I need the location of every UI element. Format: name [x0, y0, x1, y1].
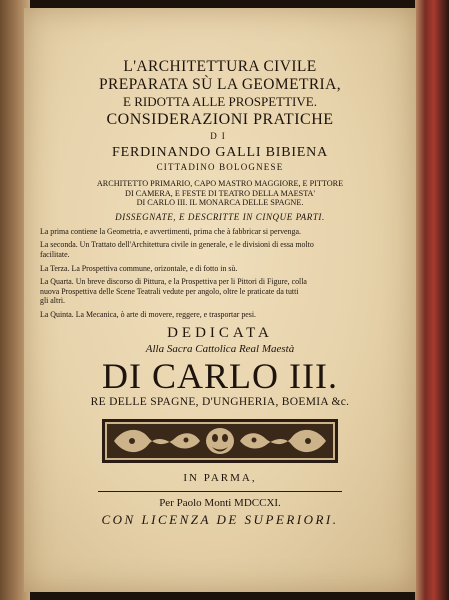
part-4-line-2: nuova Prospettiva delle Scene Teatrali vedute per angolo, oltre le praticate da tutti: [40, 286, 299, 296]
king-name: DI CARLO III.: [102, 355, 338, 396]
title-line-3: E RIDOTTA ALLE PROSPETTIVE.: [123, 94, 317, 109]
part-3: La Terza. La Prospettiva commune, orizontale, e di fotto in sù.: [40, 263, 238, 273]
title-page-text: [38, 58, 402, 528]
part-2-line-1: La seconda. Un Trattato dell'Architettura civile in generale, e le divisioni di essa molto: [40, 240, 314, 250]
dedication-heading: DEDICATA: [167, 324, 273, 341]
imprint-license: CON LICENZA DE SUPERIORI.: [101, 511, 339, 527]
part-2: [38, 240, 402, 259]
imprint-place: IN PARMA,: [183, 471, 257, 484]
title-page: [24, 8, 416, 592]
imprint-rule: [98, 491, 342, 492]
part-1: La prima contiene la Geometria, e avvertimenti, prima che à fabbricar si pervenga.: [40, 226, 301, 236]
part-4-line-1: La Quarta. Un breve discorso di Pittura, e la Prospettiva per li Pittori di Figure, colla: [40, 277, 307, 287]
book-edge-right: [415, 0, 449, 600]
author-titles: [38, 179, 402, 208]
author-origin: CITTADINO BOLOGNESE: [156, 162, 284, 172]
part-4: [38, 277, 402, 306]
title-line-4: CONSIDERAZIONI PRATICHE: [106, 111, 334, 128]
author-titles-line-3: DI CARLO III. IL MONARCA DELLE SPAGNE.: [136, 198, 304, 208]
part-4-line-3: gli altri.: [40, 296, 65, 306]
author-titles-line-2: DI CAMERA, E FESTE DI TEATRO DELLA MAESTA': [125, 188, 315, 198]
by-word: DI: [210, 131, 230, 141]
author-name: FERDINANDO GALLI BIBIENA: [112, 145, 328, 160]
parts-list: [38, 227, 402, 320]
king-titles: RE DELLE SPAGNE, D'UNGHERIA, BOEMIA &c.: [90, 395, 350, 408]
woodcut-headpiece-icon: [102, 419, 338, 463]
part-5: La Quinta. La Mecanica, ò arte di movere, reggere, e trasportar pesi.: [40, 309, 257, 319]
title-line-1: L'ARCHITETTURA CIVILE: [123, 58, 317, 75]
dedication-line: Alla Sacra Cattolica Real Maestà: [145, 342, 295, 355]
imprint-printer: Per Paolo Monti MDCCXI.: [159, 496, 281, 509]
part-2-line-2: facilitate.: [40, 249, 70, 259]
parts-heading: DISSEGNATE, E DESCRITTE IN CINQUE PARTI.: [115, 211, 325, 222]
title-line-2: PREPARATA SÙ LA GEOMETRIA,: [99, 76, 341, 93]
author-titles-line-1: ARCHITETTO PRIMARIO, CAPO MASTRO MAGGIORE, E PITTORE: [96, 179, 344, 188]
